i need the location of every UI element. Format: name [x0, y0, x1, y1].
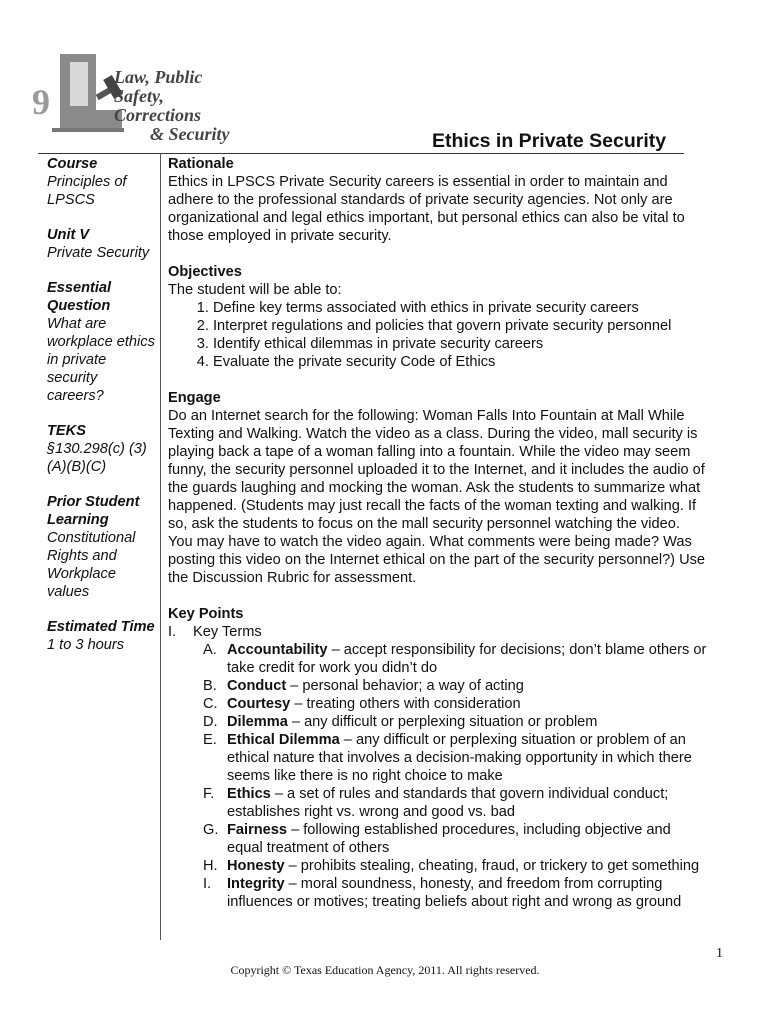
sidebar-value: What are workplace ethics in private security careers? [47, 316, 155, 404]
column-divider [160, 153, 161, 940]
main-content [168, 155, 708, 911]
term-letter: D. [203, 714, 218, 730]
term-name: Courtesy [227, 696, 291, 712]
engage-section [168, 389, 708, 587]
term-item [168, 731, 708, 785]
term-letter: H. [203, 858, 218, 874]
term-letter: G. [203, 822, 219, 838]
term-name: Ethics [227, 786, 271, 802]
terms-list [168, 641, 708, 911]
sidebar-course [47, 155, 157, 209]
sidebar [47, 155, 157, 671]
sidebar-label: Essential Question [47, 280, 112, 314]
sidebar-value: Principles of LPSCS [47, 174, 127, 208]
logo-line: Law, Public Safety, [114, 67, 203, 106]
section-heading: Key Points [168, 606, 244, 622]
sidebar-essential-question [47, 279, 157, 405]
term-definition: – moral soundness, honesty, and freedom from corrupting influences or motives; treating beliefs about right and wrong as ground [227, 876, 682, 910]
page-title: Ethics in Private Security [432, 130, 667, 152]
term-definition: – any difficult or perplexing situation or problem of an ethical nature that involves a decision-making opportunity in which there seems like there is no right choice to make [227, 732, 692, 784]
term-item [168, 857, 708, 875]
term-item [168, 713, 708, 731]
term-name: Ethical Dilemma [227, 732, 340, 748]
title-divider [38, 153, 684, 154]
term-definition: – a set of rules and standards that govern individual conduct; establishes right vs. wrong and good vs. bad [227, 786, 669, 820]
rationale-section [168, 155, 708, 245]
section-heading: Rationale [168, 156, 234, 172]
term-name: Conduct [227, 678, 287, 694]
term-letter: E. [203, 732, 217, 748]
logo-line: & Security [150, 124, 230, 144]
term-name: Honesty [227, 858, 285, 874]
term-item [168, 821, 708, 857]
logo-line: Corrections [114, 105, 202, 125]
sidebar-value: Constitutional Rights and Workplace values [47, 530, 136, 600]
copyright-footer: Copyright © Texas Education Agency, 2011. All rights reserved. [230, 963, 540, 977]
page-number: 1 [716, 946, 723, 961]
term-definition: – treating others with consideration [290, 696, 521, 712]
term-name: Accountability [227, 642, 328, 658]
section-heading: Engage [168, 390, 221, 406]
term-letter: I. [203, 876, 212, 892]
objective-item: 4. Evaluate the private security Code of Ethics [213, 353, 708, 371]
key-points-list [168, 623, 708, 641]
term-item [168, 695, 708, 713]
term-definition: – any difficult or perplexing situation or problem [287, 714, 598, 730]
objectives-section [168, 263, 708, 371]
roman-numeral: I. [168, 624, 177, 640]
term-definition: – prohibits stealing, cheating, fraud, or trickery to get something [284, 858, 700, 874]
key-points-section [168, 605, 708, 911]
term-item [168, 641, 708, 677]
term-letter: C. [203, 696, 218, 712]
term-name: Integrity [227, 876, 285, 892]
term-letter: B. [203, 678, 217, 694]
objective-item: 2. Interpret regulations and policies that govern private security personnel [213, 317, 708, 335]
logo-text [114, 68, 250, 144]
sidebar-value: Private Security [47, 245, 150, 261]
objective-item: 1. Define key terms associated with ethics in private security careers [213, 299, 708, 317]
rationale-text: Ethics in LPSCS Private Security careers is essential in order to maintain and adhere to the professional standards of private security agencies. Not only are organizational and legal ethics important, but personal ethics can also be vital to those employed in private security. [168, 174, 685, 244]
sidebar-unit [47, 226, 157, 262]
svg-text:9: 9 [32, 82, 50, 122]
sidebar-label: Estimated Time [47, 619, 155, 635]
engage-text: Do an Internet search for the following: Woman Falls Into Fountain at Mall While Texting and Walking. Watch the video as a class. During the video, mall security is playing back a tape of a woman falling into a fountain. While the video may seem funny, the security personnel uploaded it to the Internet, and it includes the audio of the guards laughing and mocking the woman. Ask the students to summarize what happened. (Students may just recall the facts of the woman texting and walking. If so, ask the students to focus on the mall security personnel watching the video. You may have to watch the video again. What comments were being made? Was posting this video on the Internet ethical on the part of the security personnel?) Use the Discussion Rubric for assessment. [168, 408, 706, 586]
objectives-list [168, 299, 708, 371]
sidebar-prior-learning [47, 493, 157, 601]
key-points-subtitle: Key Terms [193, 624, 262, 640]
term-item [168, 677, 708, 695]
objective-item: 3. Identify ethical dilemmas in private security careers [213, 335, 708, 353]
sidebar-label: Course [47, 156, 98, 172]
term-definition: – personal behavior; a way of acting [286, 678, 524, 694]
sidebar-label: Unit V [47, 227, 90, 243]
section-heading: Objectives [168, 264, 242, 280]
sidebar-value: 1 to 3 hours [47, 637, 125, 653]
sidebar-label: Prior Student Learning [47, 494, 140, 528]
term-item [168, 875, 708, 911]
term-letter: A. [203, 642, 217, 658]
term-item [168, 785, 708, 821]
key-points-item [168, 623, 708, 641]
term-name: Fairness [227, 822, 288, 838]
objectives-intro: The student will be able to: [168, 282, 342, 298]
term-definition: – following established procedures, including objective and equal treatment of others [227, 822, 671, 856]
sidebar-teks [47, 422, 157, 476]
term-definition: – accept responsibility for decisions; don’t blame others or take credit for work you didn’t do [227, 642, 707, 676]
lpscs-logo [30, 40, 250, 144]
sidebar-label: TEKS [47, 423, 86, 439]
sidebar-estimated-time [47, 618, 157, 654]
term-name: Dilemma [227, 714, 288, 730]
term-letter: F. [203, 786, 215, 802]
sidebar-value: §130.298(c) (3)(A)(B)(C) [47, 441, 147, 475]
